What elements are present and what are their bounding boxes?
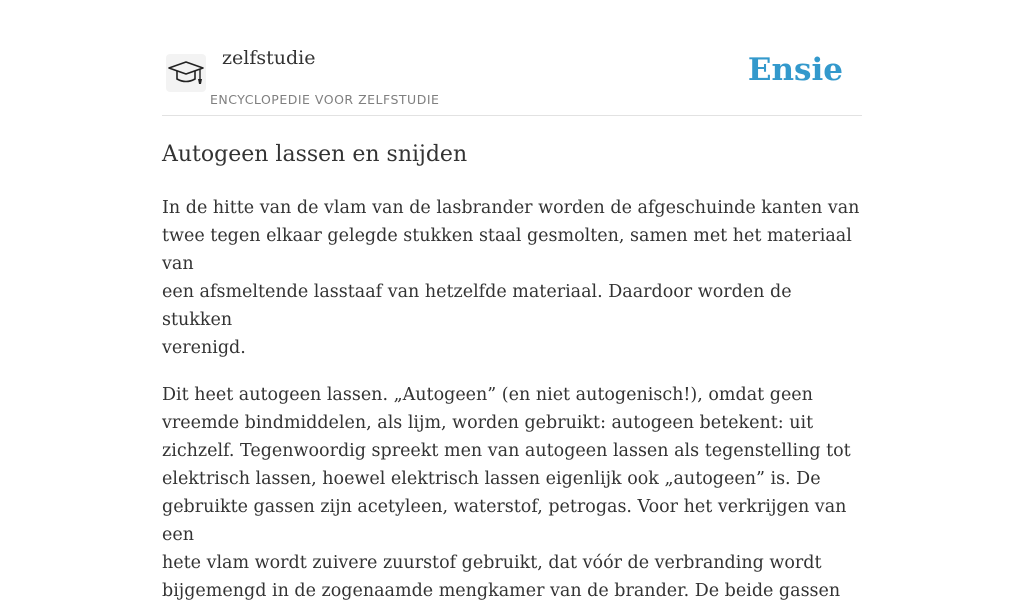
page — [162, 0, 862, 605]
site-tagline: ENCYCLOPEDIE VOOR ZELFSTUDIE — [210, 92, 440, 107]
site-header — [162, 0, 862, 116]
graduation-cap-icon[interactable] — [166, 54, 206, 92]
article-paragraph: Dit heet autogeen lassen. „Autogeen” (en niet autogenisch!), omdat geen vreemde bindmiddelen, als lijm, worden gebruikt: autogeen betekent: uit zichzelf. Tegenwoordig spreekt men van autogeen lassen als tegenstelling tot elektrisch lassen, hoewel elektrisch lassen eigenlijk ook „autogeen” is. De gebruikte gassen zijn acetyleen, waterstof, petrogas. Voor het verkrijgen van een hete vlam wordt zuivere zuurstof gebruikt, dat vóór de verbranding wordt bijgemengd in de zogenaamde mengkamer van de brander. De beide gassen — [162, 385, 851, 601]
site-name[interactable]: zelfstudie — [222, 47, 316, 69]
article-title: Autogeen lassen en snijden — [162, 142, 468, 167]
article-paragraph: In de hitte van de vlam van de lasbrander worden de afgeschuinde kanten van twee tegen elkaar gelegde stukken staal gesmolten, samen met het materiaal van een afsmeltende lasstaaf van hetzelfde materiaal. Daardoor worden de stukken verenigd. — [162, 198, 860, 358]
brand-logo[interactable]: Ensie — [747, 52, 843, 88]
